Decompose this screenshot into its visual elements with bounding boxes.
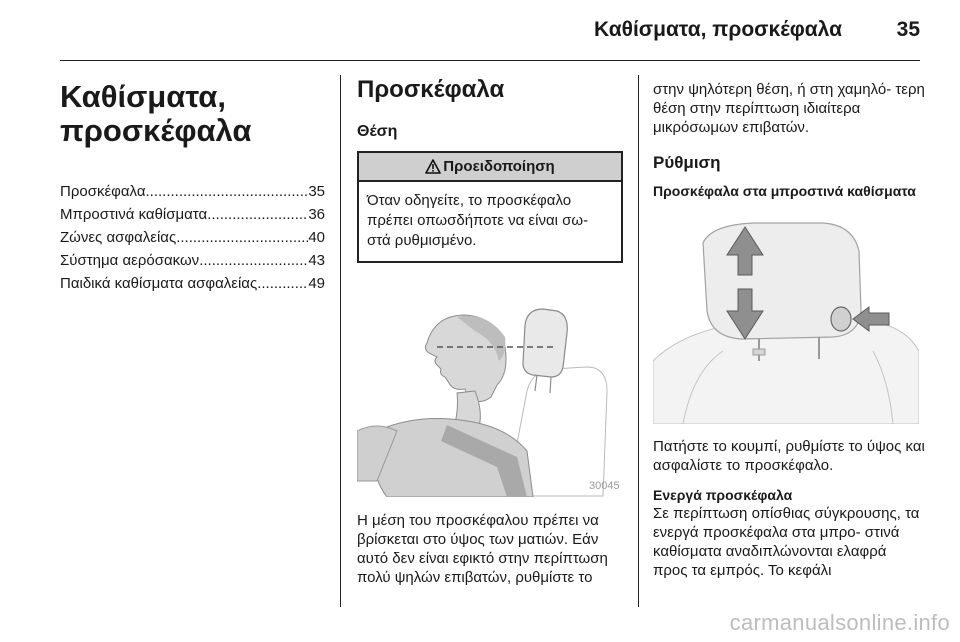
- position-heading: Θέση: [357, 123, 398, 140]
- toc-entry-page: 43: [308, 252, 325, 269]
- toc-entry-page: 35: [308, 183, 325, 200]
- active-headrests-paragraph: Σε περίπτωση οπίσθιας σύγκρουσης, τα ενεργά προσκέφαλα στα μπρο- στινά καθίσματα αναδιπλώνονται ελαφρά προς τα εμπρός. Το κεφάλι: [653, 505, 920, 579]
- adjustment-column: [653, 80, 925, 580]
- warning-box: [357, 151, 623, 263]
- adjustment-heading: Ρύθμιση: [653, 153, 721, 172]
- toc-entry-label: Παιδικά καθίσματα ασφαλείας: [60, 275, 258, 292]
- column-divider-right: [638, 75, 639, 607]
- headrest-adjustment-illustration: [653, 211, 919, 424]
- toc-entry[interactable]: [60, 249, 325, 272]
- table-of-contents: [60, 180, 325, 295]
- chapter-title-line1: Καθίσματα,: [60, 79, 226, 114]
- figure-code: 30045: [589, 480, 620, 492]
- adjustment-instruction: Πατήστε το κουμπί, ρυθμίστε το ύψος και ασφαλίστε το προσκέφαλο.: [653, 438, 925, 474]
- toc-entry-label: Μπροστινά καθίσματα: [60, 206, 208, 223]
- page-header-title: Καθίσματα, προσκέφαλα: [594, 18, 842, 41]
- chapter-title-line2: προσκέφαλα: [60, 113, 252, 148]
- toc-entry[interactable]: [60, 272, 325, 295]
- page-number: 35: [896, 18, 920, 41]
- toc-entry-label: Ζώνες ασφαλείας: [60, 229, 177, 246]
- active-headrests-heading: Ενεργά προσκέφαλα: [653, 487, 793, 503]
- toc-entry[interactable]: [60, 226, 325, 249]
- site-watermark: carmanualsonline.info: [729, 610, 950, 635]
- toc-leader-dots: [146, 180, 309, 203]
- chapter-column: [60, 80, 325, 295]
- toc-entry-page: 49: [308, 275, 325, 292]
- chapter-title: [60, 80, 325, 148]
- toc-leader-dots: [199, 249, 308, 272]
- toc-leader-dots: [257, 272, 308, 295]
- toc-entry[interactable]: [60, 203, 325, 226]
- driver-headrest-illustration: [357, 281, 623, 497]
- toc-entry-label: Σύστημα αερόσακων: [60, 252, 200, 269]
- toc-entry-page: 36: [308, 206, 325, 223]
- toc-entry[interactable]: [60, 180, 325, 203]
- toc-entry-page: 40: [308, 229, 325, 246]
- warning-text: Όταν οδηγείτε, το προσκέφαλο πρέπει οπωσδήποτε να είναι σω- στά ρυθμισμένο.: [367, 192, 589, 249]
- warning-title: Προειδοποίηση: [443, 158, 555, 175]
- continued-paragraph: στην ψηλότερη θέση, ή στη χαμηλό- τερη θέση στην περίπτωση ιδιαίτερα μικρόσωμων επιβατών.: [653, 81, 925, 136]
- front-seats-subheading: Προσκέφαλα στα μπροστινά καθίσματα: [653, 183, 916, 199]
- position-paragraph: Η μέση του προσκέφαλου πρέπει να βρίσκεται στο ύψος των ματιών. Εάν αυτό δεν είναι εφικτό στην περίπτωση πολύ ψηλών επιβατών, ρυθμίστε το: [357, 512, 608, 586]
- header-rule: [60, 60, 920, 61]
- warning-header: [359, 153, 621, 182]
- section-column: [357, 76, 623, 587]
- toc-entry-label: Προσκέφαλα: [60, 183, 146, 200]
- toc-leader-dots: [207, 203, 308, 226]
- toc-leader-dots: [176, 226, 308, 249]
- column-divider-left: [340, 75, 341, 607]
- warning-triangle-icon: [425, 159, 441, 174]
- section-title: Προσκέφαλα: [357, 76, 505, 103]
